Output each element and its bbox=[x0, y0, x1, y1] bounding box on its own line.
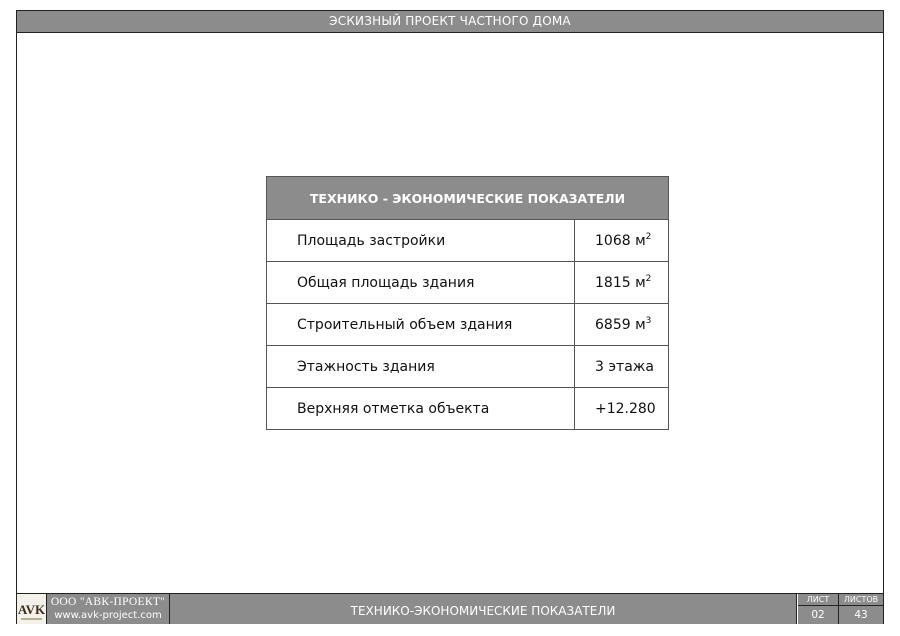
table-row bbox=[267, 262, 669, 304]
row-value-building-volume bbox=[575, 304, 669, 346]
value-unit: м bbox=[635, 275, 646, 291]
value-number: +12.280 bbox=[595, 400, 656, 417]
row-label-floors: Этажность здания bbox=[267, 346, 575, 388]
table-row bbox=[267, 304, 669, 346]
table-row bbox=[267, 346, 669, 388]
row-label-top-elevation: Верхняя отметка объекта bbox=[267, 388, 575, 430]
row-value-building-area bbox=[575, 220, 669, 262]
company-name: ООО "АВК-ПРОЕКТ" bbox=[50, 596, 166, 608]
indicators-table-header-row bbox=[267, 177, 669, 220]
row-value-floors bbox=[575, 346, 669, 388]
value-unit: м bbox=[635, 233, 646, 249]
logo-lettering: AVK bbox=[17, 602, 46, 617]
drawing-header bbox=[17, 11, 883, 33]
drawing-frame bbox=[16, 10, 884, 624]
row-label-building-volume: Строительный объем здания bbox=[267, 304, 575, 346]
row-value-total-area bbox=[575, 262, 669, 304]
sheets-total-cell bbox=[839, 594, 883, 624]
sheets-total: 43 bbox=[854, 609, 868, 621]
value-number: 1815 bbox=[595, 275, 631, 291]
unit-exponent: 2 bbox=[645, 232, 652, 242]
indicators-table bbox=[266, 176, 669, 430]
avk-logo-icon bbox=[17, 594, 46, 624]
indicators-table-title: ТЕХНИКО - ЭКОНОМИЧЕСКИЕ ПОКАЗАТЕЛИ bbox=[267, 177, 669, 220]
company-website: www.avk-project.com bbox=[54, 610, 162, 621]
unit-exponent: 3 bbox=[645, 316, 652, 326]
company-info bbox=[47, 594, 170, 624]
unit-exponent: 2 bbox=[645, 274, 652, 284]
value-unit: м bbox=[635, 317, 646, 333]
row-label-total-area: Общая площадь здания bbox=[267, 262, 575, 304]
row-label-building-area: Площадь застройки bbox=[267, 220, 575, 262]
table-row bbox=[267, 388, 669, 430]
table-row bbox=[267, 220, 669, 262]
sheet-number: 02 bbox=[811, 609, 825, 621]
sheet-number-label: ЛИСТ bbox=[798, 594, 838, 606]
value-number: 3 этажа bbox=[595, 358, 654, 375]
value-number: 6859 bbox=[595, 317, 631, 333]
title-block bbox=[17, 593, 883, 624]
sheet-number-cell bbox=[798, 594, 839, 624]
row-value-top-elevation bbox=[575, 388, 669, 430]
value-number: 1068 bbox=[595, 233, 631, 249]
project-title: ЭСКИЗНЫЙ ПРОЕКТ ЧАСТНОГО ДОМА bbox=[329, 14, 571, 28]
sheet-title: ТЕХНИКО-ЭКОНОМИЧЕСКИЕ ПОКАЗАТЕЛИ bbox=[170, 594, 797, 624]
company-logo bbox=[17, 594, 47, 624]
sheets-total-label: ЛИСТОВ bbox=[839, 594, 883, 606]
